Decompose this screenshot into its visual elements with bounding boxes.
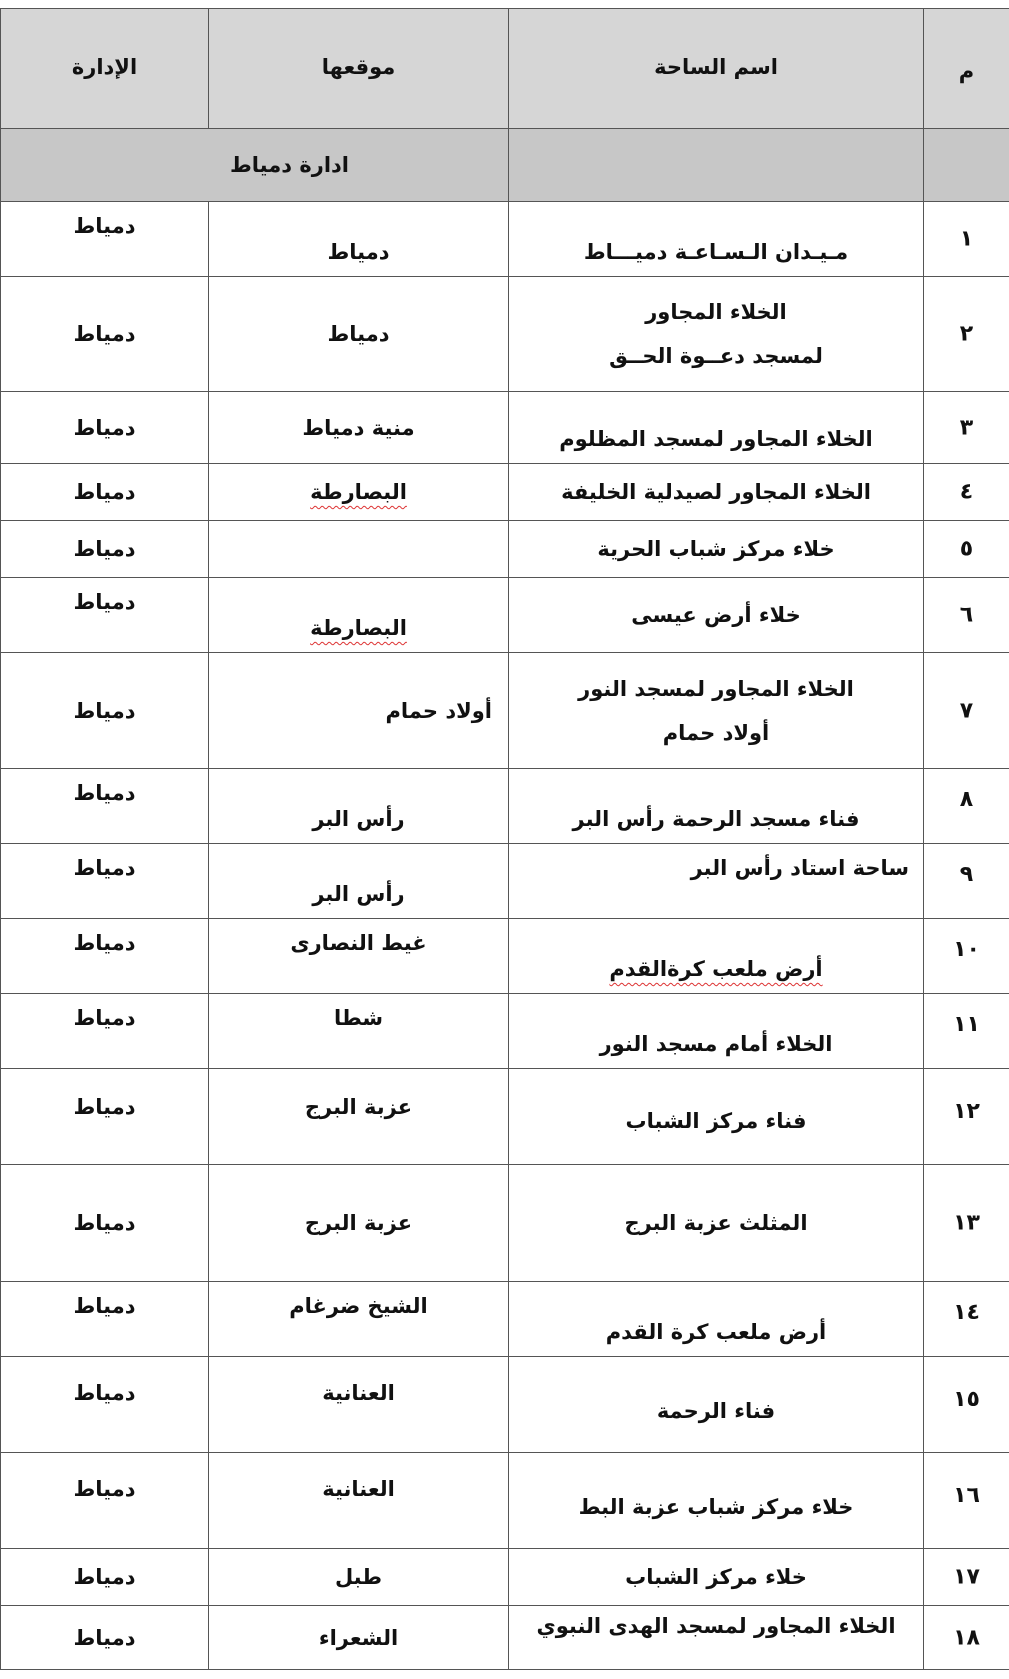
location-cell (209, 994, 509, 1069)
table-header-row (1, 9, 1009, 129)
num-cell (924, 1069, 1009, 1165)
num-text: ١٠ (953, 937, 980, 962)
header-location-label: موقعها (321, 55, 396, 79)
admin-text: دمياط (73, 931, 136, 955)
admin-cell (1, 277, 209, 392)
num-text: ١٧ (953, 1564, 980, 1590)
name-text: الخلاء المجاور لمسجد الهدى النبوي (536, 1614, 896, 1638)
name-cell (509, 392, 924, 464)
name-cell (509, 277, 924, 392)
num-cell (924, 653, 1009, 769)
location-cell (209, 769, 509, 844)
table-row (1, 1357, 1009, 1453)
table-row (1, 464, 1009, 521)
num-text: ١٤ (953, 1300, 980, 1325)
admin-text: دمياط (73, 322, 136, 346)
admin-cell (1, 919, 209, 994)
name-text: الخلاء المجاور لمسجد المظلوم (559, 427, 873, 451)
admin-cell (1, 1165, 209, 1282)
name-cell (509, 1282, 924, 1357)
num-cell (924, 1282, 1009, 1357)
section-empty-cell (509, 129, 924, 202)
admin-text: دمياط (73, 590, 136, 614)
location-text: منية دمياط (302, 415, 415, 440)
name-text-line2: لمسجد دعــوة الحــق (609, 344, 823, 368)
admin-cell (1, 994, 209, 1069)
name-cell (509, 1165, 924, 1282)
num-cell (924, 464, 1009, 521)
name-text: خلاء أرض عيسى (631, 603, 801, 627)
admin-text: دمياط (73, 1095, 136, 1119)
name-cell (509, 919, 924, 994)
location-text: شطا (334, 1006, 383, 1030)
location-text: العنانية (322, 1477, 395, 1501)
location-text: البصارطة (310, 480, 407, 504)
num-text: ١١ (953, 1012, 980, 1037)
name-text: فناء مركز الشباب (625, 1109, 807, 1134)
location-text: أولاد حمام (385, 698, 492, 723)
header-admin (1, 9, 209, 129)
table-row (1, 994, 1009, 1069)
num-text: ١٢ (953, 1099, 980, 1124)
num-cell (924, 994, 1009, 1069)
admin-cell (1, 202, 209, 277)
name-text: أرض ملعب كرةالقدم (609, 957, 823, 981)
name-text: الخلاء أمام مسجد النور (599, 1032, 833, 1056)
num-cell (924, 1606, 1009, 1670)
admin-cell (1, 844, 209, 919)
name-text: الخلاء المجاور (645, 300, 787, 324)
section-title: ادارة دمياط (229, 153, 350, 177)
num-text: ٣ (959, 415, 974, 440)
location-wrap (209, 480, 508, 504)
admin-text: دمياط (73, 537, 136, 561)
admin-cell (1, 578, 209, 653)
table-row (1, 653, 1009, 769)
num-text: ١٥ (953, 1387, 980, 1412)
location-text: عزبة البرج (304, 1095, 413, 1119)
location-text: الشيخ ضرغام (289, 1294, 428, 1318)
name-cell (509, 1606, 924, 1670)
name-cell (509, 1549, 924, 1606)
num-cell (924, 202, 1009, 277)
name-cell (509, 521, 924, 578)
admin-text: دمياط (73, 856, 136, 880)
section-title-cell (1, 129, 509, 202)
num-cell (924, 392, 1009, 464)
location-text: دمياط (327, 240, 390, 264)
table-row (1, 202, 1009, 277)
name-text: أرض ملعب كرة القدم (605, 1320, 827, 1344)
num-text: ٩ (959, 862, 974, 887)
table-row (1, 1549, 1009, 1606)
prayer-squares-table (0, 8, 1009, 1670)
admin-text: دمياط (73, 698, 136, 723)
name-text: فناء الرحمة (656, 1399, 776, 1424)
location-cell (209, 1453, 509, 1549)
location-text: العنانية (322, 1381, 395, 1405)
location-text: عزبة البرج (304, 1211, 413, 1235)
name-text: خلاء مركز الشباب (625, 1565, 807, 1589)
name-text: فناء مسجد الرحمة رأس البر (572, 807, 860, 831)
name-cell (509, 653, 924, 769)
admin-cell (1, 392, 209, 464)
name-cell (509, 1069, 924, 1165)
num-cell (924, 1357, 1009, 1453)
name-cell (509, 464, 924, 521)
admin-text: دمياط (73, 1565, 136, 1589)
admin-text: دمياط (73, 1211, 136, 1235)
location-cell (209, 578, 509, 653)
location-wrap (209, 616, 508, 640)
location-cell (209, 521, 509, 578)
admin-text: دمياط (73, 781, 136, 805)
num-text: ٤ (959, 479, 974, 505)
location-cell (209, 1165, 509, 1282)
num-cell (924, 1549, 1009, 1606)
location-cell (209, 1069, 509, 1165)
admin-text: دمياط (73, 1294, 136, 1318)
section-empty-num-cell (924, 129, 1009, 202)
admin-text: دمياط (73, 480, 136, 504)
table-row (1, 769, 1009, 844)
num-text: ٧ (959, 698, 974, 723)
table-row (1, 1453, 1009, 1549)
name-text-line2: أولاد حمام (662, 720, 770, 745)
location-cell (209, 653, 509, 769)
table-row (1, 521, 1009, 578)
table-row (1, 1165, 1009, 1282)
section-band-row (1, 129, 1009, 202)
num-cell (924, 919, 1009, 994)
table-row (1, 919, 1009, 994)
num-text: ١٣ (953, 1210, 980, 1236)
admin-text: دمياط (73, 1006, 136, 1030)
table-row (1, 1282, 1009, 1357)
squares-table-wrapper (0, 8, 1009, 1670)
num-text: ١٦ (953, 1483, 980, 1508)
name-cell (509, 994, 924, 1069)
name-text: خلاء مركز شباب الحرية (597, 537, 835, 561)
num-cell (924, 578, 1009, 653)
num-cell (924, 769, 1009, 844)
num-cell (924, 844, 1009, 919)
admin-cell (1, 521, 209, 578)
admin-cell (1, 653, 209, 769)
location-cell (209, 392, 509, 464)
admin-cell (1, 1453, 209, 1549)
admin-cell (1, 1282, 209, 1357)
location-cell (209, 277, 509, 392)
header-num-label: م (958, 59, 975, 83)
admin-text: دمياط (73, 1625, 136, 1650)
num-text: ٨ (959, 787, 974, 812)
name-cell (509, 1357, 924, 1453)
name-text: المثلث عزبة البرج (624, 1211, 808, 1235)
location-text: رأس البر (312, 882, 405, 906)
header-name-label: اسم الساحة (654, 55, 778, 79)
location-text: غيط النصارى (290, 931, 427, 955)
admin-cell (1, 769, 209, 844)
name-text: ساحة استاد رأس البر (690, 856, 909, 880)
table-row (1, 392, 1009, 464)
location-cell (209, 919, 509, 994)
num-cell (924, 1165, 1009, 1282)
num-text: ٢ (959, 321, 974, 347)
num-cell (924, 1453, 1009, 1549)
name-text: مـيـدان الـسـاعـة دميـــاط (583, 240, 849, 264)
table-row (1, 1606, 1009, 1670)
name-cell (509, 202, 924, 277)
location-cell (209, 464, 509, 521)
location-cell (209, 844, 509, 919)
name-text: الخلاء المجاور لمسجد النور (578, 676, 854, 701)
location-cell (209, 202, 509, 277)
location-cell (209, 1606, 509, 1670)
location-cell (209, 1549, 509, 1606)
admin-cell (1, 1606, 209, 1670)
location-text: الشعراء (318, 1625, 399, 1650)
name-two-line (509, 290, 923, 378)
location-text: رأس البر (312, 807, 405, 831)
admin-cell (1, 464, 209, 521)
header-admin-label: الإدارة (71, 55, 138, 79)
table-row (1, 578, 1009, 653)
num-text: ١ (959, 226, 974, 252)
admin-text: دمياط (73, 214, 136, 238)
header-location (209, 9, 509, 129)
name-cell (509, 769, 924, 844)
location-text: دمياط (327, 322, 390, 346)
admin-text: دمياط (73, 1381, 136, 1405)
name-text: الخلاء المجاور لصيدلية الخليفة (561, 480, 871, 504)
location-cell (209, 1282, 509, 1357)
name-cell (509, 1453, 924, 1549)
num-text: ١٨ (953, 1625, 980, 1650)
num-cell (924, 277, 1009, 392)
header-name (509, 9, 924, 129)
admin-text: دمياط (73, 1477, 136, 1501)
header-num (924, 9, 1009, 129)
num-cell (924, 521, 1009, 578)
admin-cell (1, 1549, 209, 1606)
table-row (1, 844, 1009, 919)
name-text: خلاء مركز شباب عزبة البط (578, 1495, 854, 1520)
name-cell (509, 578, 924, 653)
location-text: طبل (334, 1565, 383, 1589)
num-text: ٥ (959, 536, 974, 562)
location-cell (209, 1357, 509, 1453)
name-wrap (509, 957, 923, 981)
admin-cell (1, 1357, 209, 1453)
name-cell (509, 844, 924, 919)
location-text: البصارطة (310, 616, 407, 640)
table-row (1, 277, 1009, 392)
num-text: ٦ (959, 602, 974, 628)
name-two-line (509, 667, 923, 755)
admin-text: دمياط (73, 415, 136, 440)
table-row (1, 1069, 1009, 1165)
admin-cell (1, 1069, 209, 1165)
